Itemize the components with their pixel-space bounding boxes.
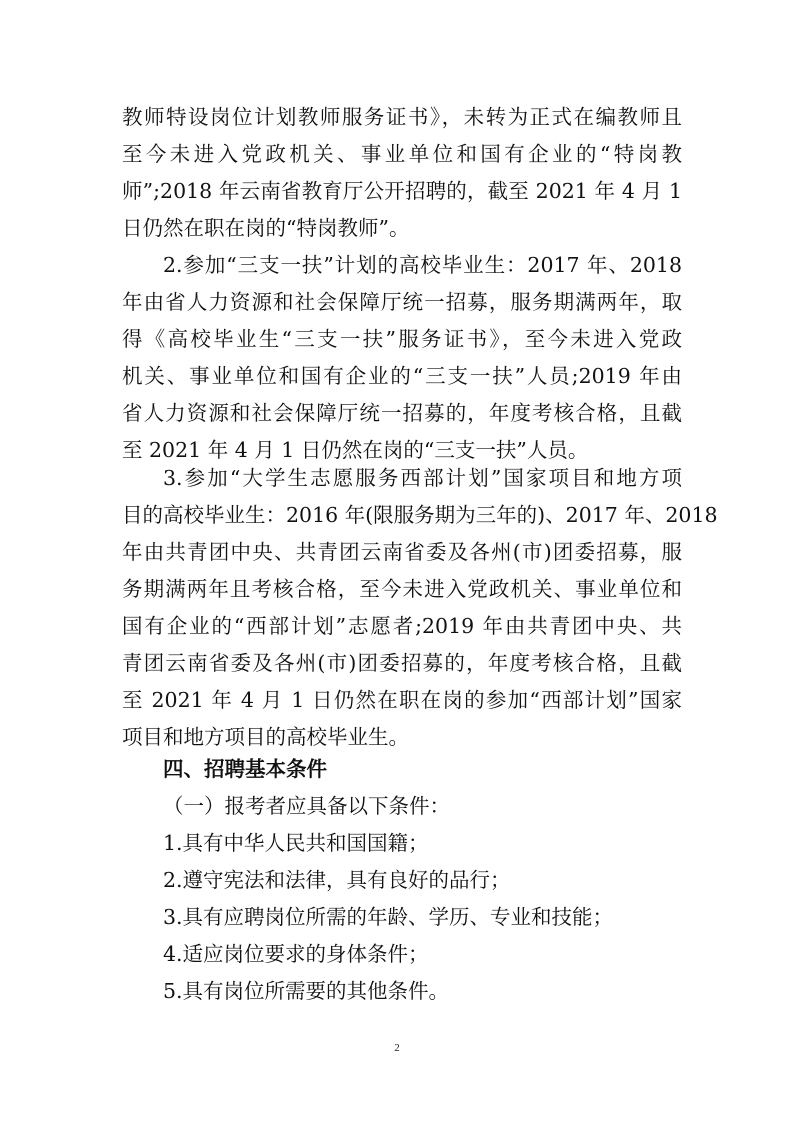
page-number: 2 [394,1042,400,1054]
paragraph-line: 至 2021 年 4 月 1 日仍然在岗的“三支一扶”人员。 [122,438,589,462]
paragraph-line: 项目和地方项目的高校毕业生。 [122,725,409,749]
list-item: 1.具有中华人民共和国国籍； [163,831,429,855]
paragraph-line: 年由省人力资源和社会保障厅统一招募，服务期满两年，取 [122,290,682,314]
subsection-heading: （一）报考者应具备以下条件： [163,794,450,818]
paragraph-line: 师”;2018 年云南省教育厅公开招聘的，截至 2021 年 4 月 1 [122,179,682,203]
paragraph-line: 2.参加“三支一扶”计划的高校毕业生：2017 年、2018 [163,253,682,277]
paragraph-line: 至今未进入党政机关、事业单位和国有企业的“特岗教 [122,142,682,166]
list-item: 2.遵守宪法和法律，具有良好的品行； [163,868,511,892]
paragraph-line: 国有企业的“西部计划”志愿者;2019 年由共青团中央、共 [122,614,682,638]
paragraph-line: 机关、事业单位和国有企业的“三支一扶”人员;2019 年由 [122,364,682,388]
paragraph-line: 得《高校毕业生“三支一扶”服务证书》，至今未进入党政 [122,327,682,351]
paragraph-line: 至 2021 年 4 月 1 日仍然在职在岗的参加“西部计划”国家 [122,688,682,712]
list-item: 3.具有应聘岗位所需的年龄、学历、专业和技能； [163,905,614,929]
paragraph-line: 教师特设岗位计划教师服务证书》，未转为正式在编教师且 [122,105,682,129]
paragraph-line: 省人力资源和社会保障厅统一招募的，年度考核合格，且截 [122,401,682,425]
paragraph-line: 日仍然在职在岗的“特岗教师”。 [122,216,410,240]
paragraph-line: 务期满两年且考核合格，至今未进入党政机关、事业单位和 [122,577,682,601]
list-item: 5.具有岗位所需要的其他条件。 [163,979,450,1003]
section-heading: 四、招聘基本条件 [163,757,327,781]
paragraph-line: 3.参加“大学生志愿服务西部计划”国家项目和地方项 [163,466,682,490]
paragraph-line: 目的高校毕业生：2016 年(限服务期为三年的)、2017 年、2018 [122,503,718,527]
paragraph-line: 青团云南省委及各州(市)团委招募的，年度考核合格，且截 [122,651,682,675]
paragraph-line: 年由共青团中央、共青团云南省委及各州(市)团委招募，服 [122,540,682,564]
list-item: 4.适应岗位要求的身体条件； [163,942,429,966]
